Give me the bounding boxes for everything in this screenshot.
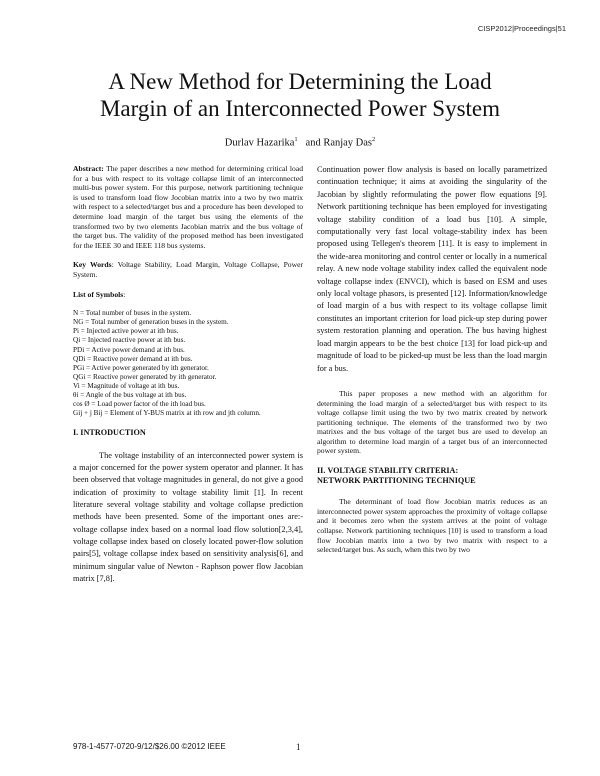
right-column [317,164,547,555]
author-1-mark: 1 [294,136,298,143]
author-2: and Ranjay Das [305,137,373,149]
list-item: QDi = Reactive power demand at ith bus. [73,354,193,363]
author-1: Durlav Hazarika [224,137,295,149]
list-item: cos Ø = Load power factor of the ith load bus. [73,400,206,409]
list-item: θi = Angle of the bus voltage at ith bus. [73,390,187,399]
keywords-label: Key Words [73,260,112,270]
page-number: 1 [296,742,301,752]
left-column [73,164,303,585]
paper-title [40,68,560,122]
abstract-label: Abstract: [73,164,104,173]
list-item: PGi = Active power generated by ith generator. [73,363,209,372]
abstract-text: The paper describes a new method for determining critical load for a bus with respect to its voltage collapse limit of an interconnected multi-bus power system. For this purpose, network partitioning technique is used to transform load flow Jocobian matrix into a two by two matrix with respect to a selected/target bus and a procedure has been developed to determine load margin of the target bus using the elements of the transformed two by two elements Jacobian matrix and the bus voltage of the target bus. The validity of the proposed method has been investigated for the IEEE 30 and IEEE 118 bus systems. [73,164,304,250]
right-para-2: This paper proposes a new method with an algorithm for determining the load margin of a selected/target bus with respect to its voltage collapse limit using the two by two matrix created by network partitioning technique. The elements of the transformed two by two matrixes and the bus voltage of the target bus are used to develop an algorithm to determine load margin of a target bus of an interconnected power system. [317,388,547,456]
intro-heading: I. INTRODUCTION [73,428,146,438]
abstract [73,164,303,250]
list-item: Vi = Magnitude of voltage at ith bus. [73,381,180,390]
list-item: Gij + j Bij = Element of Y-BUS matrix at ith row and jth column. [73,409,261,418]
list-item: QGi = Reactive power generated by ith generator. [73,372,217,381]
author-line [0,136,600,149]
keywords [73,260,303,279]
title-line-1: A New Method for Determining the Load [108,69,492,94]
symbols-heading: List of Symbols: [73,289,126,299]
running-head: CISP2012|Proceedings|51 [477,24,566,33]
list-item: N = Total number of buses in the system. [73,309,192,318]
section-2-heading: II. VOLTAGE STABILITY CRITERIA: NETWORK PARTITIONING TECHNIQUE [317,466,476,485]
list-item: NG = Total number of generation buses in the system. [73,318,229,327]
author-2-mark: 2 [372,136,376,143]
intro-text: The voltage instability of an interconnected power system is a major concerned for the power system operator and planner. It has been observed that voltage magnitudes in general, do not give a good indication of proximity to voltage stability limit [1]. In recent literature several voltage stability and voltage collapse prediction methods have been presented. Some of the important ones are:- voltage collapse index based on a normal load flow solution[2,3,4], voltage collapse index based on closely located power-flow solution pairs[5], voltage collapse index based on sensitivity analysis[6], and minimum singular value of Newton - Raphson power flow Jacobian matrix [7,8]. [73,450,303,583]
symbols-list [73,309,303,418]
right-para-1: Continuation power flow analysis is based on locally parametrized continuation technique; it aims at avoiding the singularity of the Jacobian by slightly reformulating the power flow equations [9]. Network partitioning technique has been employed for investigating voltage stability condition of a load bus [10]. A simple, computationally very fast local voltage-stability index has been proposed using Tellegen's theorem [11]. It is easy to implement in the wide-area monitoring and control center or locally in a numerical relay. A new node voltage stability index called the equivalent node voltage collapse index (ENVCI), which is based on ESM and uses only local voltage phasors, is presented [12]. Information/knowledge of load margin of a bus with respect to its voltage collapse limit constitutes an important criterion for load pick-up step during power system restoration planning and operation. The bus having highest load margin appears to be the best choice [13] for load pick-up and magnitude of load to be picked-up must be less than the load margin for a bus. [317,165,547,373]
list-item: PDi = Active power demand at ith bus. [73,345,185,354]
isbn-footer: 978-1-4577-0720-9/12/$26.00 ©2012 IEEE [73,742,226,751]
title-line-2: Margin of an Interconnected Power System [99,96,501,121]
right-para-3: The determinant of load flow Jocobian matrix reduces as an interconnected power system approaches the proximity of voltage collapse and it becomes zero when the system arrives at the point of voltage collapse. Network partitioning techniques [10] is used to transform a load flow Jocobian matrix into a two by two matrix with respect to a selected/target bus. As such, when this two by two [317,497,547,555]
list-item: Pi = Injected active power at ith bus. [73,327,179,336]
list-item: Qi = Injected reactive power at ith bus. [73,336,186,345]
keywords-text: : Voltage Stability, Load Margin, Voltage Collapse, Power System. [73,260,303,279]
